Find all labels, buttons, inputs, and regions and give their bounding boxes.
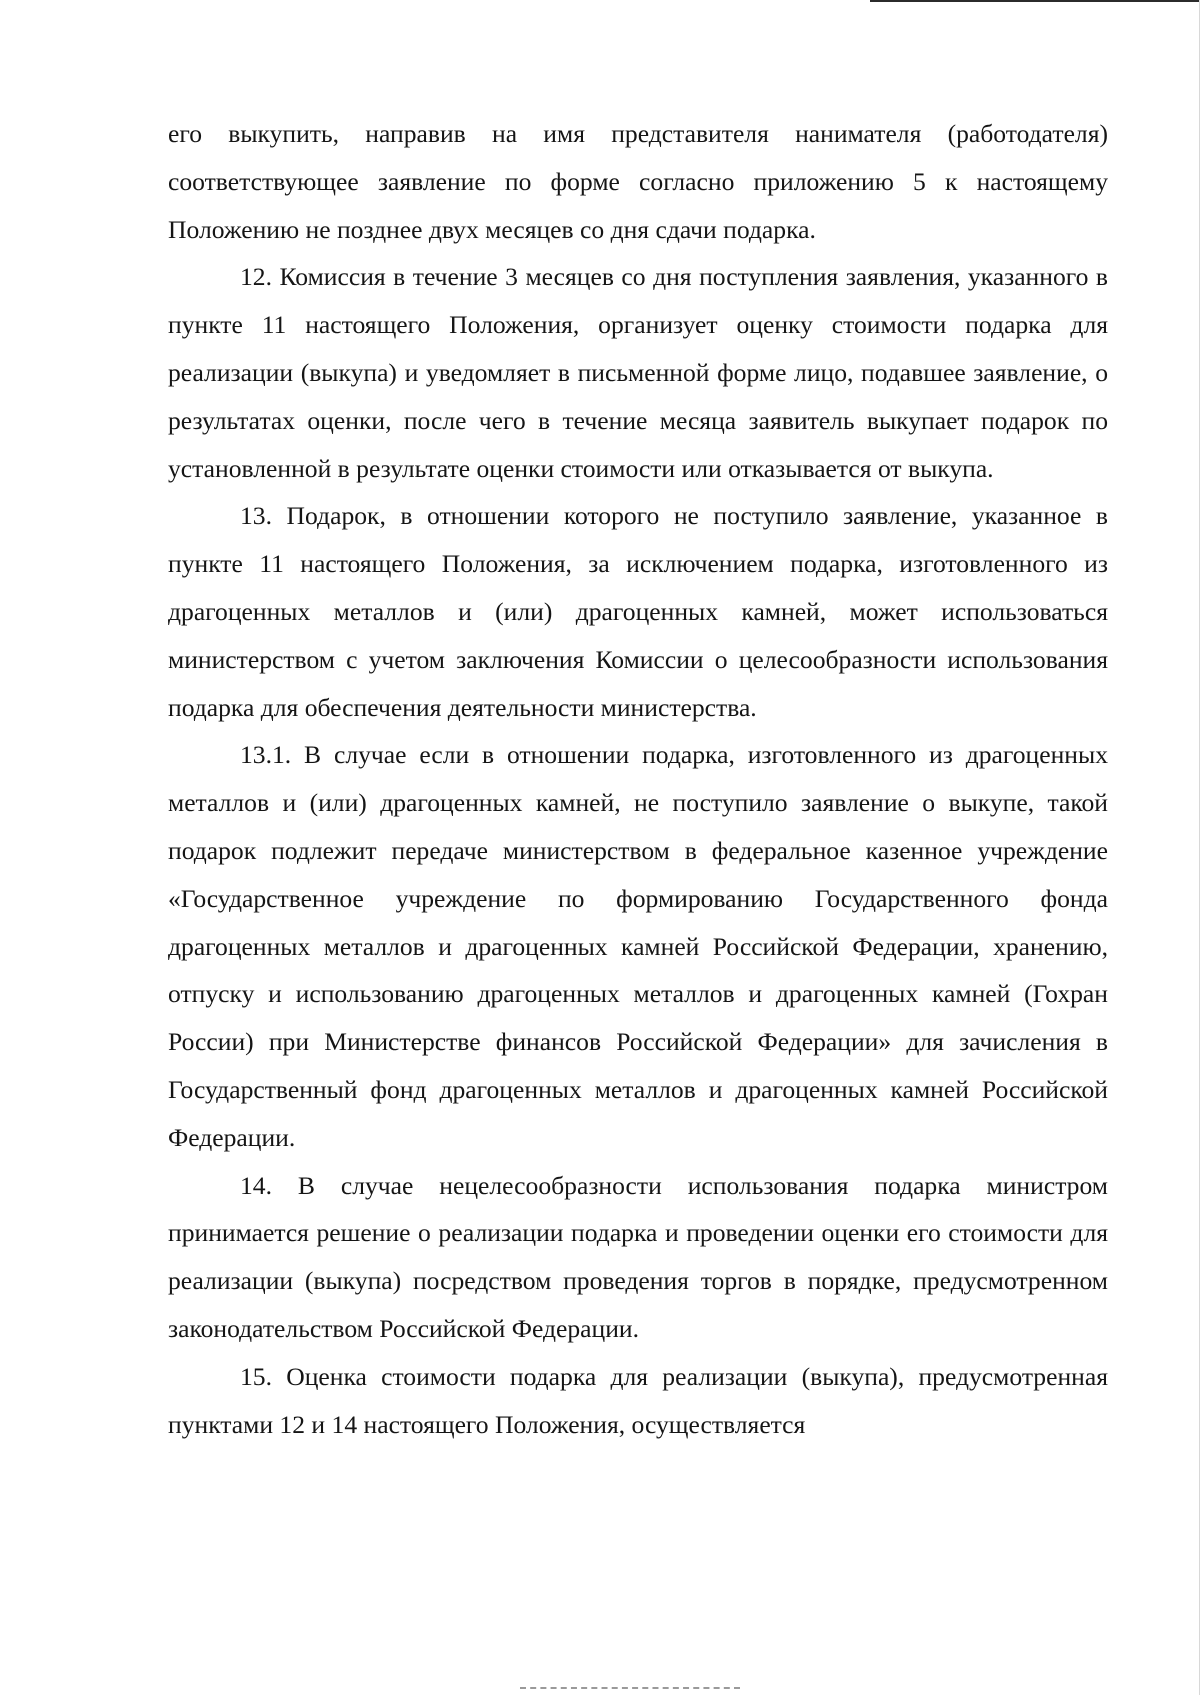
document-body [168, 110, 1108, 1448]
paragraph-14: 14. В случае нецелесообразности использования подарка министром принимается решение о реализации подарка и проведении оценки его стоимости для реализации (выкупа) посредством проведения торгов в порядке, предусмотренном законодательством Российской Федерации. [168, 1170, 1108, 1343]
paragraph-15: 15. Оценка стоимости подарка для реализации (выкупа), предусмотренная пунктами 12 и 14 настоящего Положения, осуществляется [168, 1361, 1108, 1439]
top-edge-line [870, 0, 1200, 2]
paragraph-13-1: 13.1. В случае если в отношении подарка, изготовленного из драгоценных металлов и (или) драгоценных камней, не поступило заявление о выкупе, такой подарок подлежит передаче министерством в федеральное казенное учреждение «Государственное учреждение по формированию Государственного фонда драгоценных металлов и драгоценных камней Российской Федерации, хранению, отпуску и использованию драгоценных металлов и драгоценных камней (Гохран России) при Министерстве финансов Российской Федерации» для зачисления в Государственный фонд драгоценных металлов и драгоценных камней Российской Федерации. [168, 740, 1108, 1152]
scan-bottom-marks [520, 1687, 740, 1691]
paragraph-12: 12. Комиссия в течение 3 месяцев со дня поступления заявления, указанного в пункте 11 настоящего Положения, организует оценку стоимости подарка для реализации (выкупа) и уведомляет в письменной форме лицо, подавшее заявление, о результатах оценки, после чего в течение месяца заявитель выкупает подарок по установленной в результате оценки стоимости или отказывается от выкупа. [168, 262, 1108, 483]
paragraph-continuation: его выкупить, направив на имя представителя нанимателя (работодателя) соответствующее заявление по форме согласно приложению 5 к настоящему Положению не позднее двух месяцев со дня сдачи подарка. [168, 119, 1108, 244]
paragraph-13: 13. Подарок, в отношении которого не поступило заявление, указанное в пункте 11 настоящего Положения, за исключением подарка, изготовленного из драгоценных металлов и (или) драгоценных камней, может использоваться министерством с учетом заключения Комиссии о целесообразности использования подарка для обеспечения деятельности министерства. [168, 501, 1108, 722]
